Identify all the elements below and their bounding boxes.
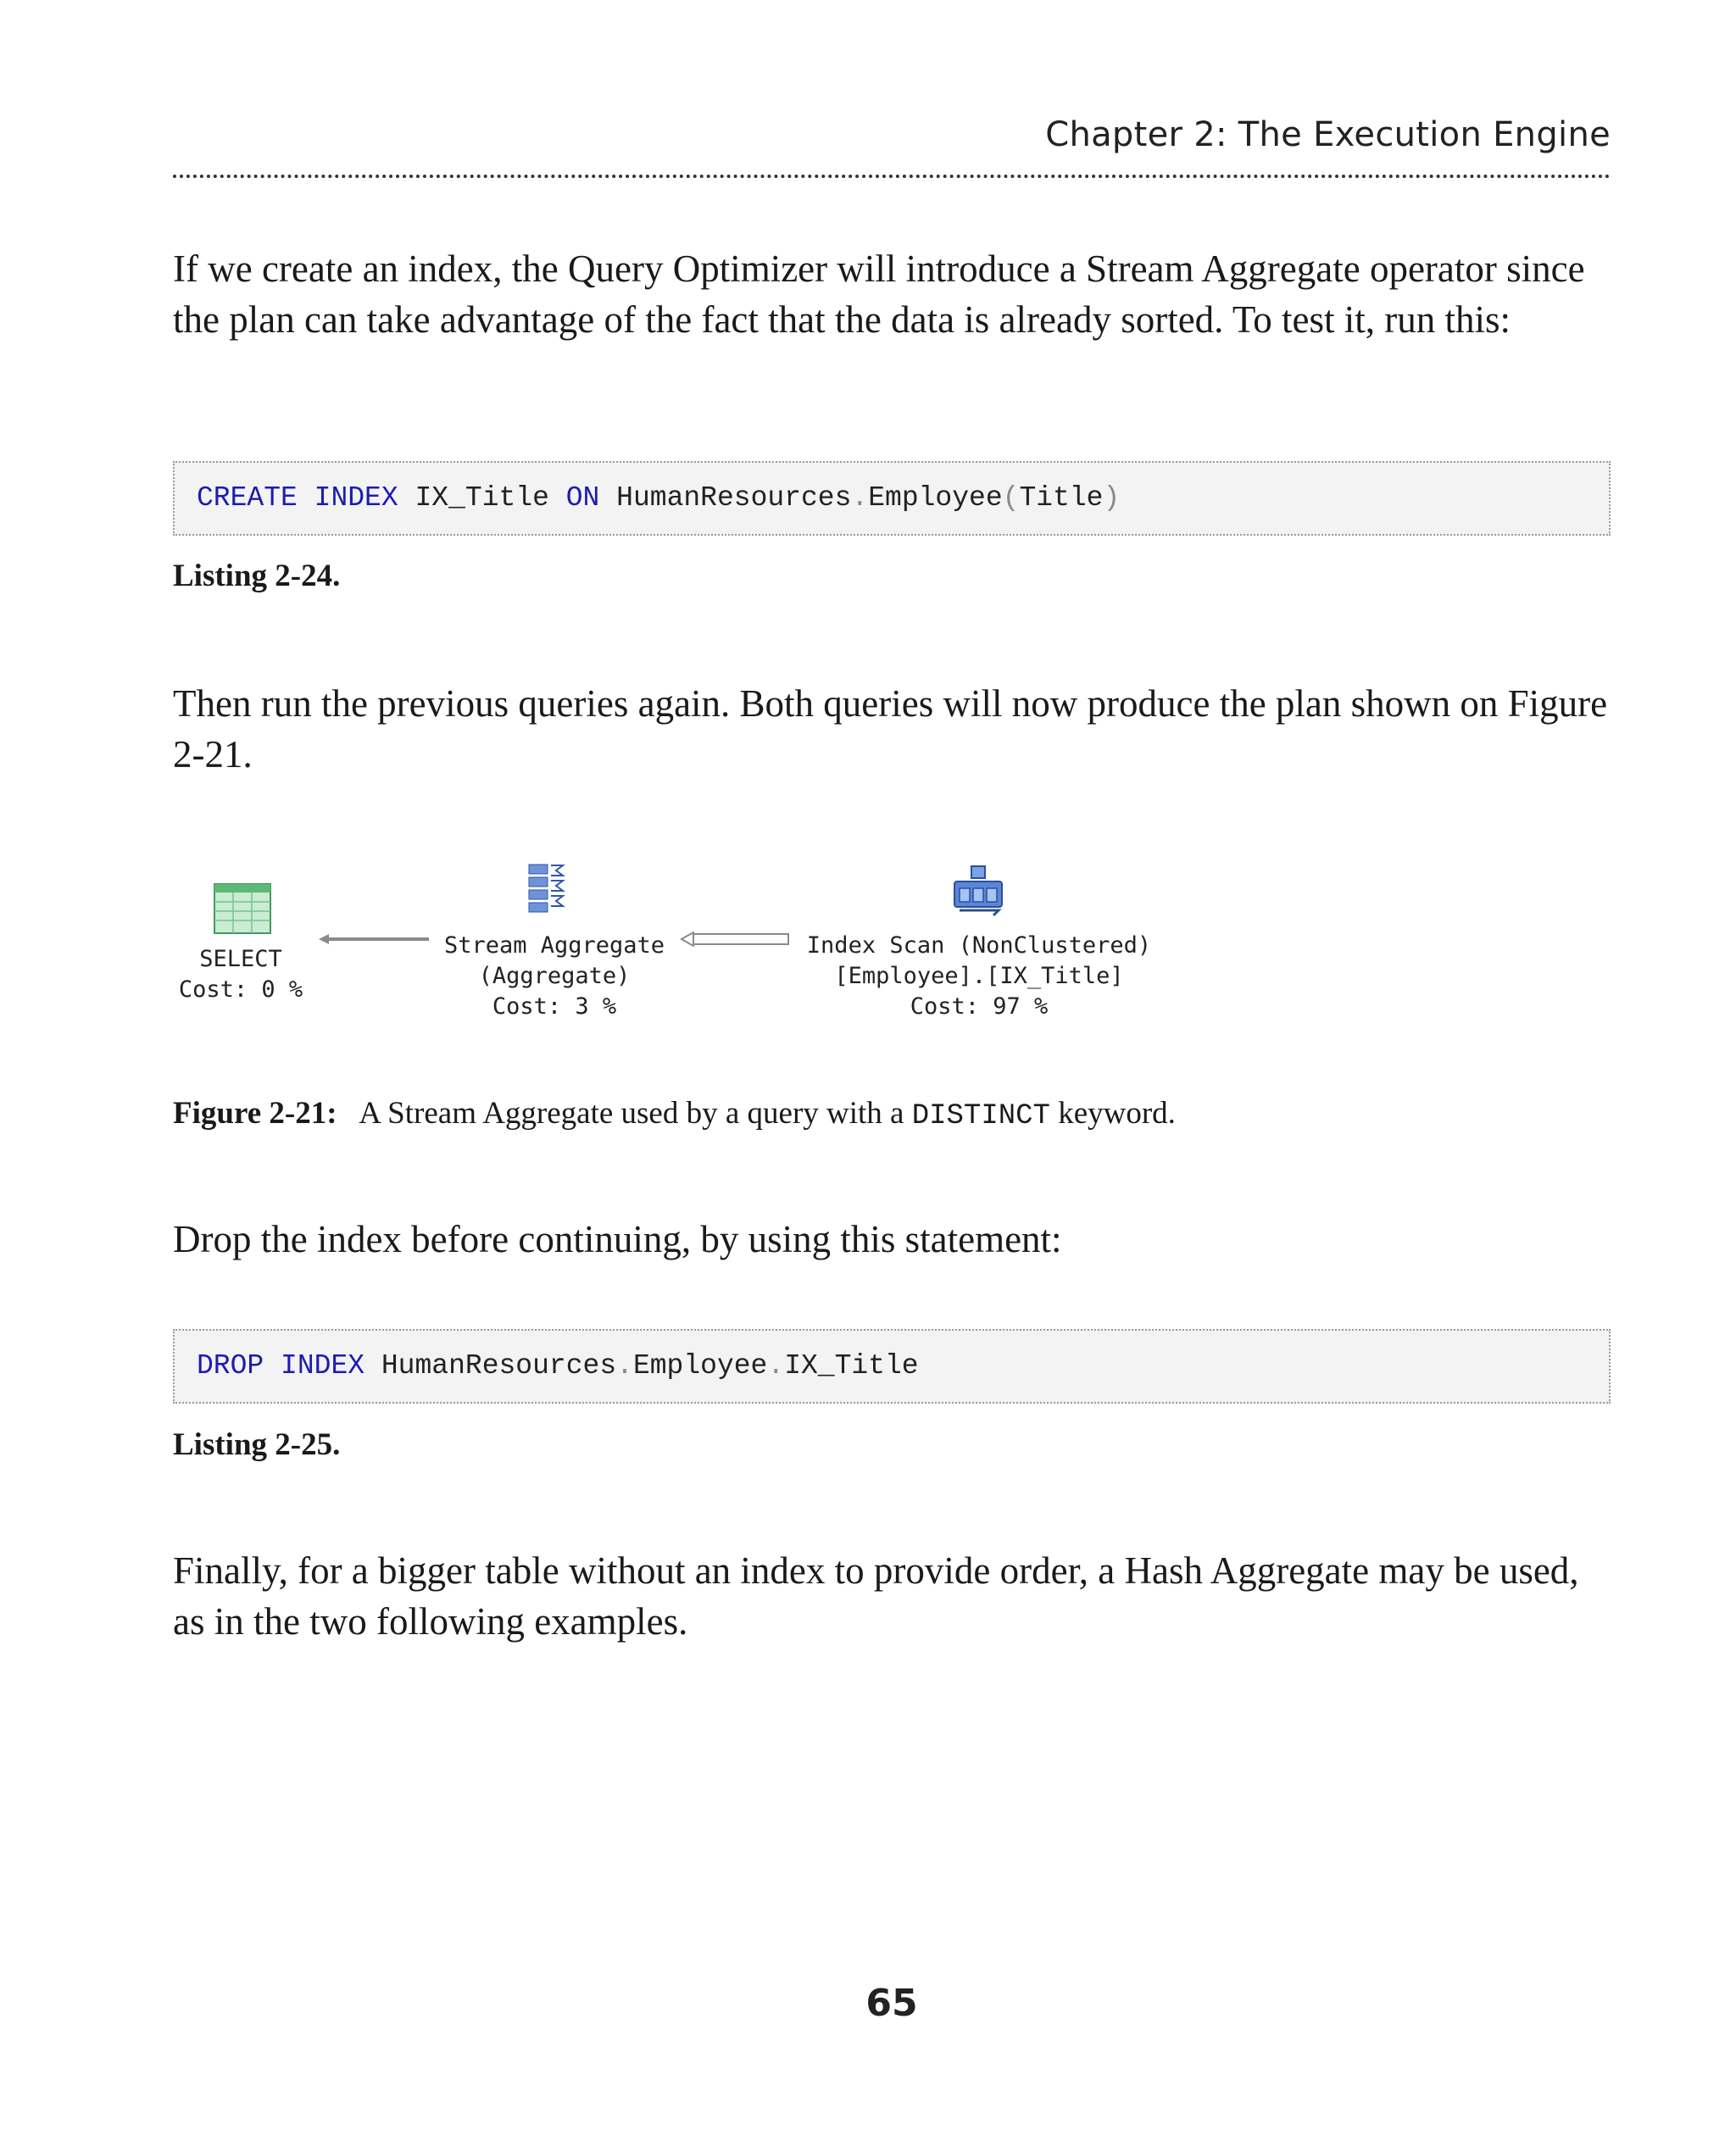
paragraph-rerun-queries: Then run the previous queries again. Both queries will now produce the plan shown on Figure 2-21. (173, 682, 1608, 776)
plan-node-detail: [Employee].[IX_Title] (834, 963, 1124, 989)
plan-node-cost: Cost: 3 % (492, 993, 617, 1020)
listing-label: Listing 2-24. (173, 559, 341, 593)
plan-node-name: SELECT (199, 946, 282, 972)
listing-caption-2-24 (173, 558, 340, 594)
plan-node-cost: Cost: 97 % (910, 993, 1049, 1020)
plan-node-select (173, 944, 309, 1005)
code-punctuation: ) (1103, 482, 1121, 514)
index-scan-icon (951, 865, 1007, 917)
book-page (173, 0, 1611, 2141)
code-keyword: ON (565, 482, 600, 514)
code-punctuation: . (851, 482, 869, 514)
code-identifier: IX_Title (415, 482, 549, 514)
plan-node-stream-aggregate (427, 931, 682, 1022)
figure-caption-text: A Stream Aggregate used by a query with a (359, 1096, 904, 1131)
paragraph-index-intro: If we create an index, the Query Optimizer will introduce a Stream Aggregate operator since the plan can take advantage of the fact that the data is already sorted. To test it, run this: (173, 247, 1585, 341)
figure-label: Figure 2-21: (173, 1096, 337, 1131)
data-flow-arrow (680, 931, 790, 947)
header-dotted-rule (173, 175, 1611, 178)
running-header: Chapter 2: The Execution Engine (1045, 115, 1611, 154)
code-identifier: Employee (632, 1350, 768, 1382)
code-punctuation: . (767, 1350, 785, 1382)
code-identifier: HumanResources (381, 1350, 617, 1382)
figure-caption-text: keyword. (1058, 1096, 1176, 1131)
select-result-icon (214, 883, 271, 934)
code-identifier: Title (1019, 482, 1104, 514)
code-keyword: CREATE (197, 482, 298, 514)
code-punctuation: ( (1002, 482, 1020, 514)
code-listing-2-25 (173, 1329, 1611, 1404)
execution-plan-diagram (173, 856, 1275, 1043)
stream-aggregate-icon (527, 863, 578, 917)
paragraph-hash-aggregate: Finally, for a bigger table without an index to provide order, a Hash Aggregate may be used, as in the two following examples. (173, 1549, 1579, 1643)
plan-node-name: Stream Aggregate (443, 932, 665, 959)
code-identifier: Employee (868, 482, 1003, 514)
plan-node-index-scan (788, 931, 1170, 1022)
code-keyword: INDEX (281, 1350, 365, 1382)
code-keyword: DROP (197, 1350, 264, 1382)
code-identifier: HumanResources (616, 482, 852, 514)
paragraph-drop-index: Drop the index before continuing, by using this statement: (173, 1218, 1062, 1260)
data-flow-arrow (317, 932, 431, 946)
figure-caption-keyword: DISTINCT (911, 1100, 1050, 1132)
listing-caption-2-25 (173, 1426, 340, 1463)
code-punctuation: . (616, 1350, 633, 1382)
page-number: 65 (865, 1982, 918, 2025)
figure-caption-2-21 (173, 1095, 1176, 1132)
code-identifier: IX_Title (784, 1350, 919, 1382)
plan-node-name: Index Scan (NonClustered) (806, 932, 1152, 959)
listing-label: Listing 2-25. (173, 1427, 341, 1462)
plan-node-detail: (Aggregate) (478, 963, 631, 989)
code-keyword: INDEX (314, 482, 398, 514)
plan-node-cost: Cost: 0 % (178, 976, 303, 1003)
code-listing-2-24 (173, 461, 1611, 536)
